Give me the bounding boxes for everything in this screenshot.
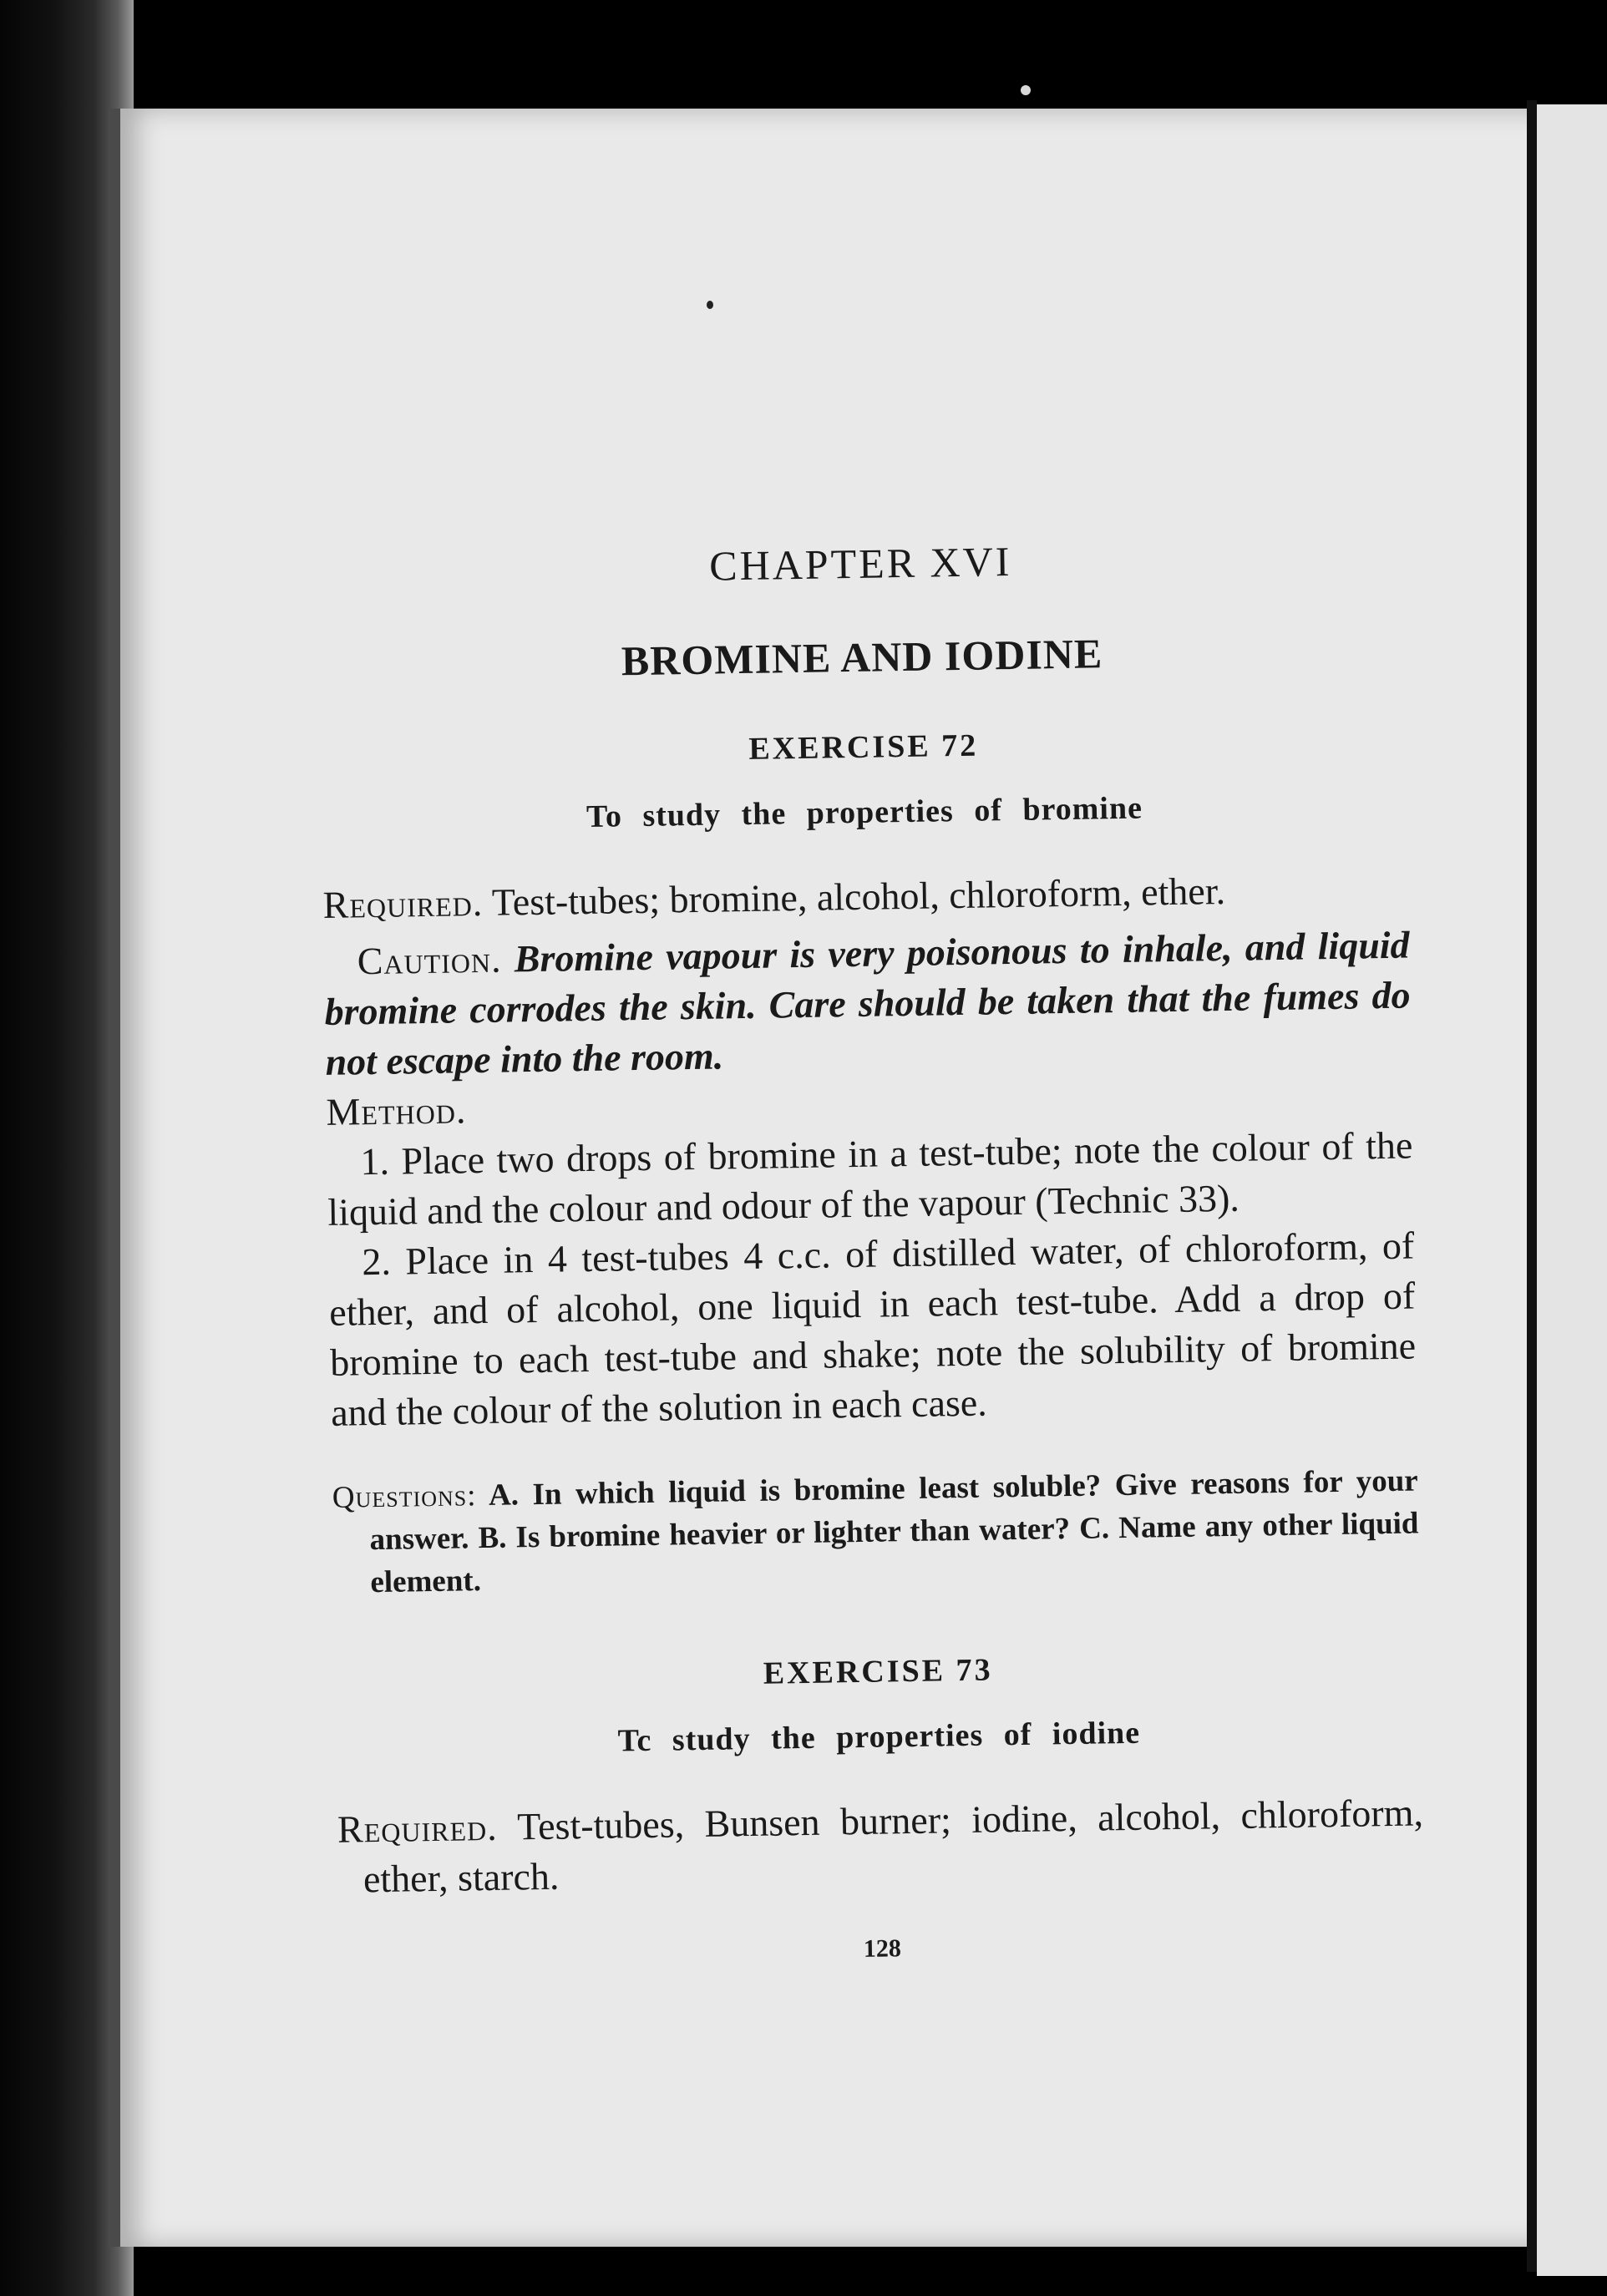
- exercise-72-subtitle: To study the properties of bromine: [586, 790, 1143, 834]
- exercise-72-questions: [332, 1459, 1419, 1604]
- required-text: Test-tubes, Bunsen burner; iodine, alcohol, chloroform, ether, starch.: [362, 1791, 1424, 1901]
- exercise-72-required: [322, 864, 1409, 930]
- exercise-72-heading: EXERCISE 72: [748, 727, 979, 767]
- method-step-1: 1. Place two drops of bromine in a test-tube; note the colour of the liquid and the colour and odour of the vapour (Technic 33).: [327, 1123, 1413, 1234]
- exercise-73-heading: EXERCISE 73: [763, 1652, 993, 1691]
- method-step-2: 2. Place in 4 test-tubes 4 c.c. of distilled water, of chloroform, of ether, and of alcohol, one liquid in each test-tube. Add a drop of bromine to each test-tube and shake; note the solubility of bromine and the colour of the solution in each case.: [328, 1224, 1417, 1434]
- required-label: Required.: [337, 1805, 499, 1851]
- exercise-73-required: [337, 1787, 1425, 1904]
- method-label: Method.: [326, 1088, 467, 1133]
- required-label: Required.: [322, 880, 484, 926]
- next-page-edge: [1537, 104, 1607, 2276]
- page-content: [317, 535, 1426, 1972]
- caution-text: Bromine vapour is very poisonous to inhale, and liquid bromine corrodes the skin. Care should be taken that the fumes do not escape into the room.: [324, 923, 1411, 1083]
- caution-label: Caution.: [357, 937, 502, 983]
- exercise-72-caution: [323, 920, 1412, 1087]
- questions-text: A. In which liquid is bromine least soluble? Give reasons for your answer. B. Is bromine heavier or lighter than water? C. Name any other liquid element.: [369, 1463, 1419, 1600]
- questions-label: Questions:: [332, 1478, 477, 1515]
- required-text: Test-tubes; bromine, alcohol, chloroform, ether.: [491, 869, 1226, 924]
- scan-speck: [1021, 85, 1031, 95]
- page-number: 128: [863, 1934, 902, 1963]
- ink-speck: [707, 301, 713, 309]
- page-gutter: [1527, 100, 1537, 2272]
- chapter-title: BROMINE AND IODINE: [621, 630, 1103, 685]
- chapter-label: CHAPTER XVI: [708, 537, 1012, 590]
- exercise-73-subtitle: Tc study the properties of iodine: [617, 1715, 1141, 1759]
